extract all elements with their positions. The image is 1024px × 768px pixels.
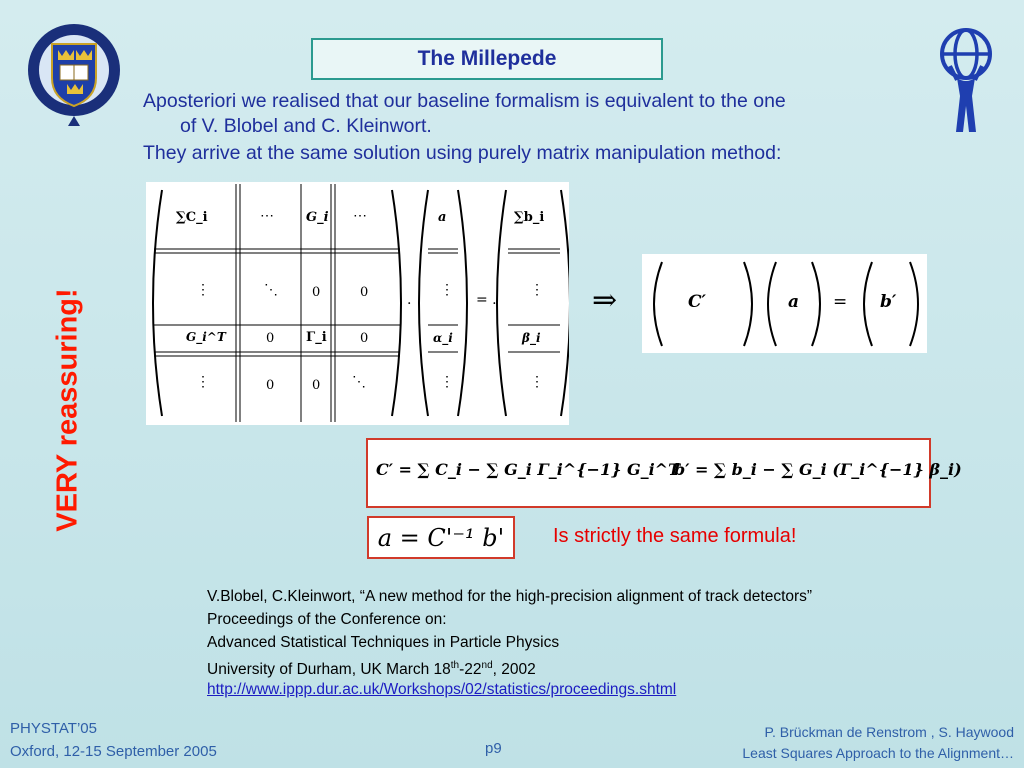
reference-line-4-sup2: nd — [481, 660, 493, 671]
matrix-cell-3-3: Γ_i — [306, 330, 327, 345]
matrix-cell-4-1: ⋮ — [196, 374, 210, 390]
footer-page-number: p9 — [485, 740, 502, 757]
matrix-cell-1-3: G_i — [306, 210, 329, 225]
matrix-cell-2-3: 0 — [312, 285, 321, 300]
intro-line-1: Aposteriori we realised that our baseline formalism is equivalent to the one — [143, 90, 786, 112]
matrix-cell-3-4: 0 — [360, 331, 369, 346]
matrix-cell-1-4: ⋯ — [353, 208, 367, 224]
reference-url-link[interactable]: http://www.ippp.dur.ac.uk/Workshops/02/statistics/proceedings.shtml — [207, 681, 677, 698]
matrix-cell-4-3: 0 — [312, 378, 321, 393]
reduced-equals: = — [833, 292, 848, 312]
reference-line-4-sup1: th — [450, 660, 460, 671]
vertical-banner-text: VERY reassuring! — [51, 288, 84, 532]
matrix-cell-2-4: 0 — [360, 285, 369, 300]
vector-x-3: α_i — [433, 331, 453, 345]
formula-c-prime: C′ = ∑ C_i − ∑ G_i Γ_i^{−1} G_i^T — [376, 460, 680, 479]
matrix-cell-2-2: ⋱ — [264, 282, 278, 298]
vertical-banner — [46, 268, 90, 552]
reduced-rhs-b-prime: b′ — [880, 292, 897, 312]
reference-line-3: Advanced Statistical Techniques in Particle Physics — [207, 634, 560, 651]
vector-rhs-1: ∑b_i — [514, 210, 545, 225]
matrix-cell-3-1: G_i^T — [186, 330, 226, 344]
vector-rhs-2: ⋮ — [530, 282, 544, 298]
short-formula: a = C'⁻¹ b' — [377, 523, 505, 552]
footer-talk-title: Least Squares Approach to the Alignment… — [742, 745, 1014, 761]
slide-title: The Millepede — [417, 47, 557, 70]
reference-line-2: Proceedings of the Conference on: — [207, 611, 447, 628]
formula-box — [366, 438, 962, 508]
vector-x-4: ⋮ — [440, 374, 454, 390]
footer-conf-date: Oxford, 12-15 September 2005 — [10, 743, 217, 760]
matrix-cell-1-1: ∑C_i — [176, 210, 208, 225]
slide-title-box — [311, 38, 663, 80]
short-formula-box — [367, 516, 515, 559]
vector-x-2: ⋮ — [440, 282, 454, 298]
oxford-crest-logo — [24, 20, 124, 128]
reduced-equation — [642, 254, 927, 353]
matrix-cell-4-2: 0 — [266, 378, 275, 393]
atlas-logo — [936, 20, 996, 135]
matrix-cell-3-2: 0 — [266, 331, 275, 346]
matrix-cell-4-4: ⋱ — [352, 374, 366, 390]
implies-arrow: ⇒ — [592, 283, 618, 318]
dot-operator: . — [407, 292, 412, 308]
matrix-cell-2-1: ⋮ — [196, 282, 210, 298]
reference-line-1: V.Blobel, C.Kleinwort, “A new method for the high-precision alignment of track detectors” — [207, 588, 813, 605]
footer-conf-name: PHYSTAT’05 — [10, 720, 97, 737]
equals-operator: = . — [476, 292, 497, 308]
intro-line-2: of V. Blobel and C. Kleinwort. — [180, 115, 432, 137]
reference-line-4-b: -22 — [459, 661, 482, 679]
block-matrix-equation — [146, 182, 569, 425]
reference-line-4-a: University of Durham, UK March 18 — [207, 661, 451, 679]
reference-line-4-c: , 2002 — [492, 661, 536, 679]
vector-rhs-4: ⋮ — [530, 374, 544, 390]
formula-b-prime: b′ = ∑ b_i − ∑ G_i (Γ_i^{−1} β_i) — [674, 460, 962, 479]
vector-x-1: a — [438, 210, 447, 225]
vector-rhs-3: β_i — [522, 331, 541, 345]
same-formula-note: Is strictly the same formula! — [553, 525, 797, 547]
footer-authors: P. Brückman de Renstrom , S. Haywood — [764, 724, 1014, 740]
intro-line-3: They arrive at the same solution using purely matrix manipulation method: — [143, 142, 782, 164]
reduced-matrix-c-prime: C′ — [688, 292, 707, 312]
matrix-cell-1-2: ⋯ — [260, 208, 274, 224]
reduced-vector-a: a — [788, 292, 800, 312]
